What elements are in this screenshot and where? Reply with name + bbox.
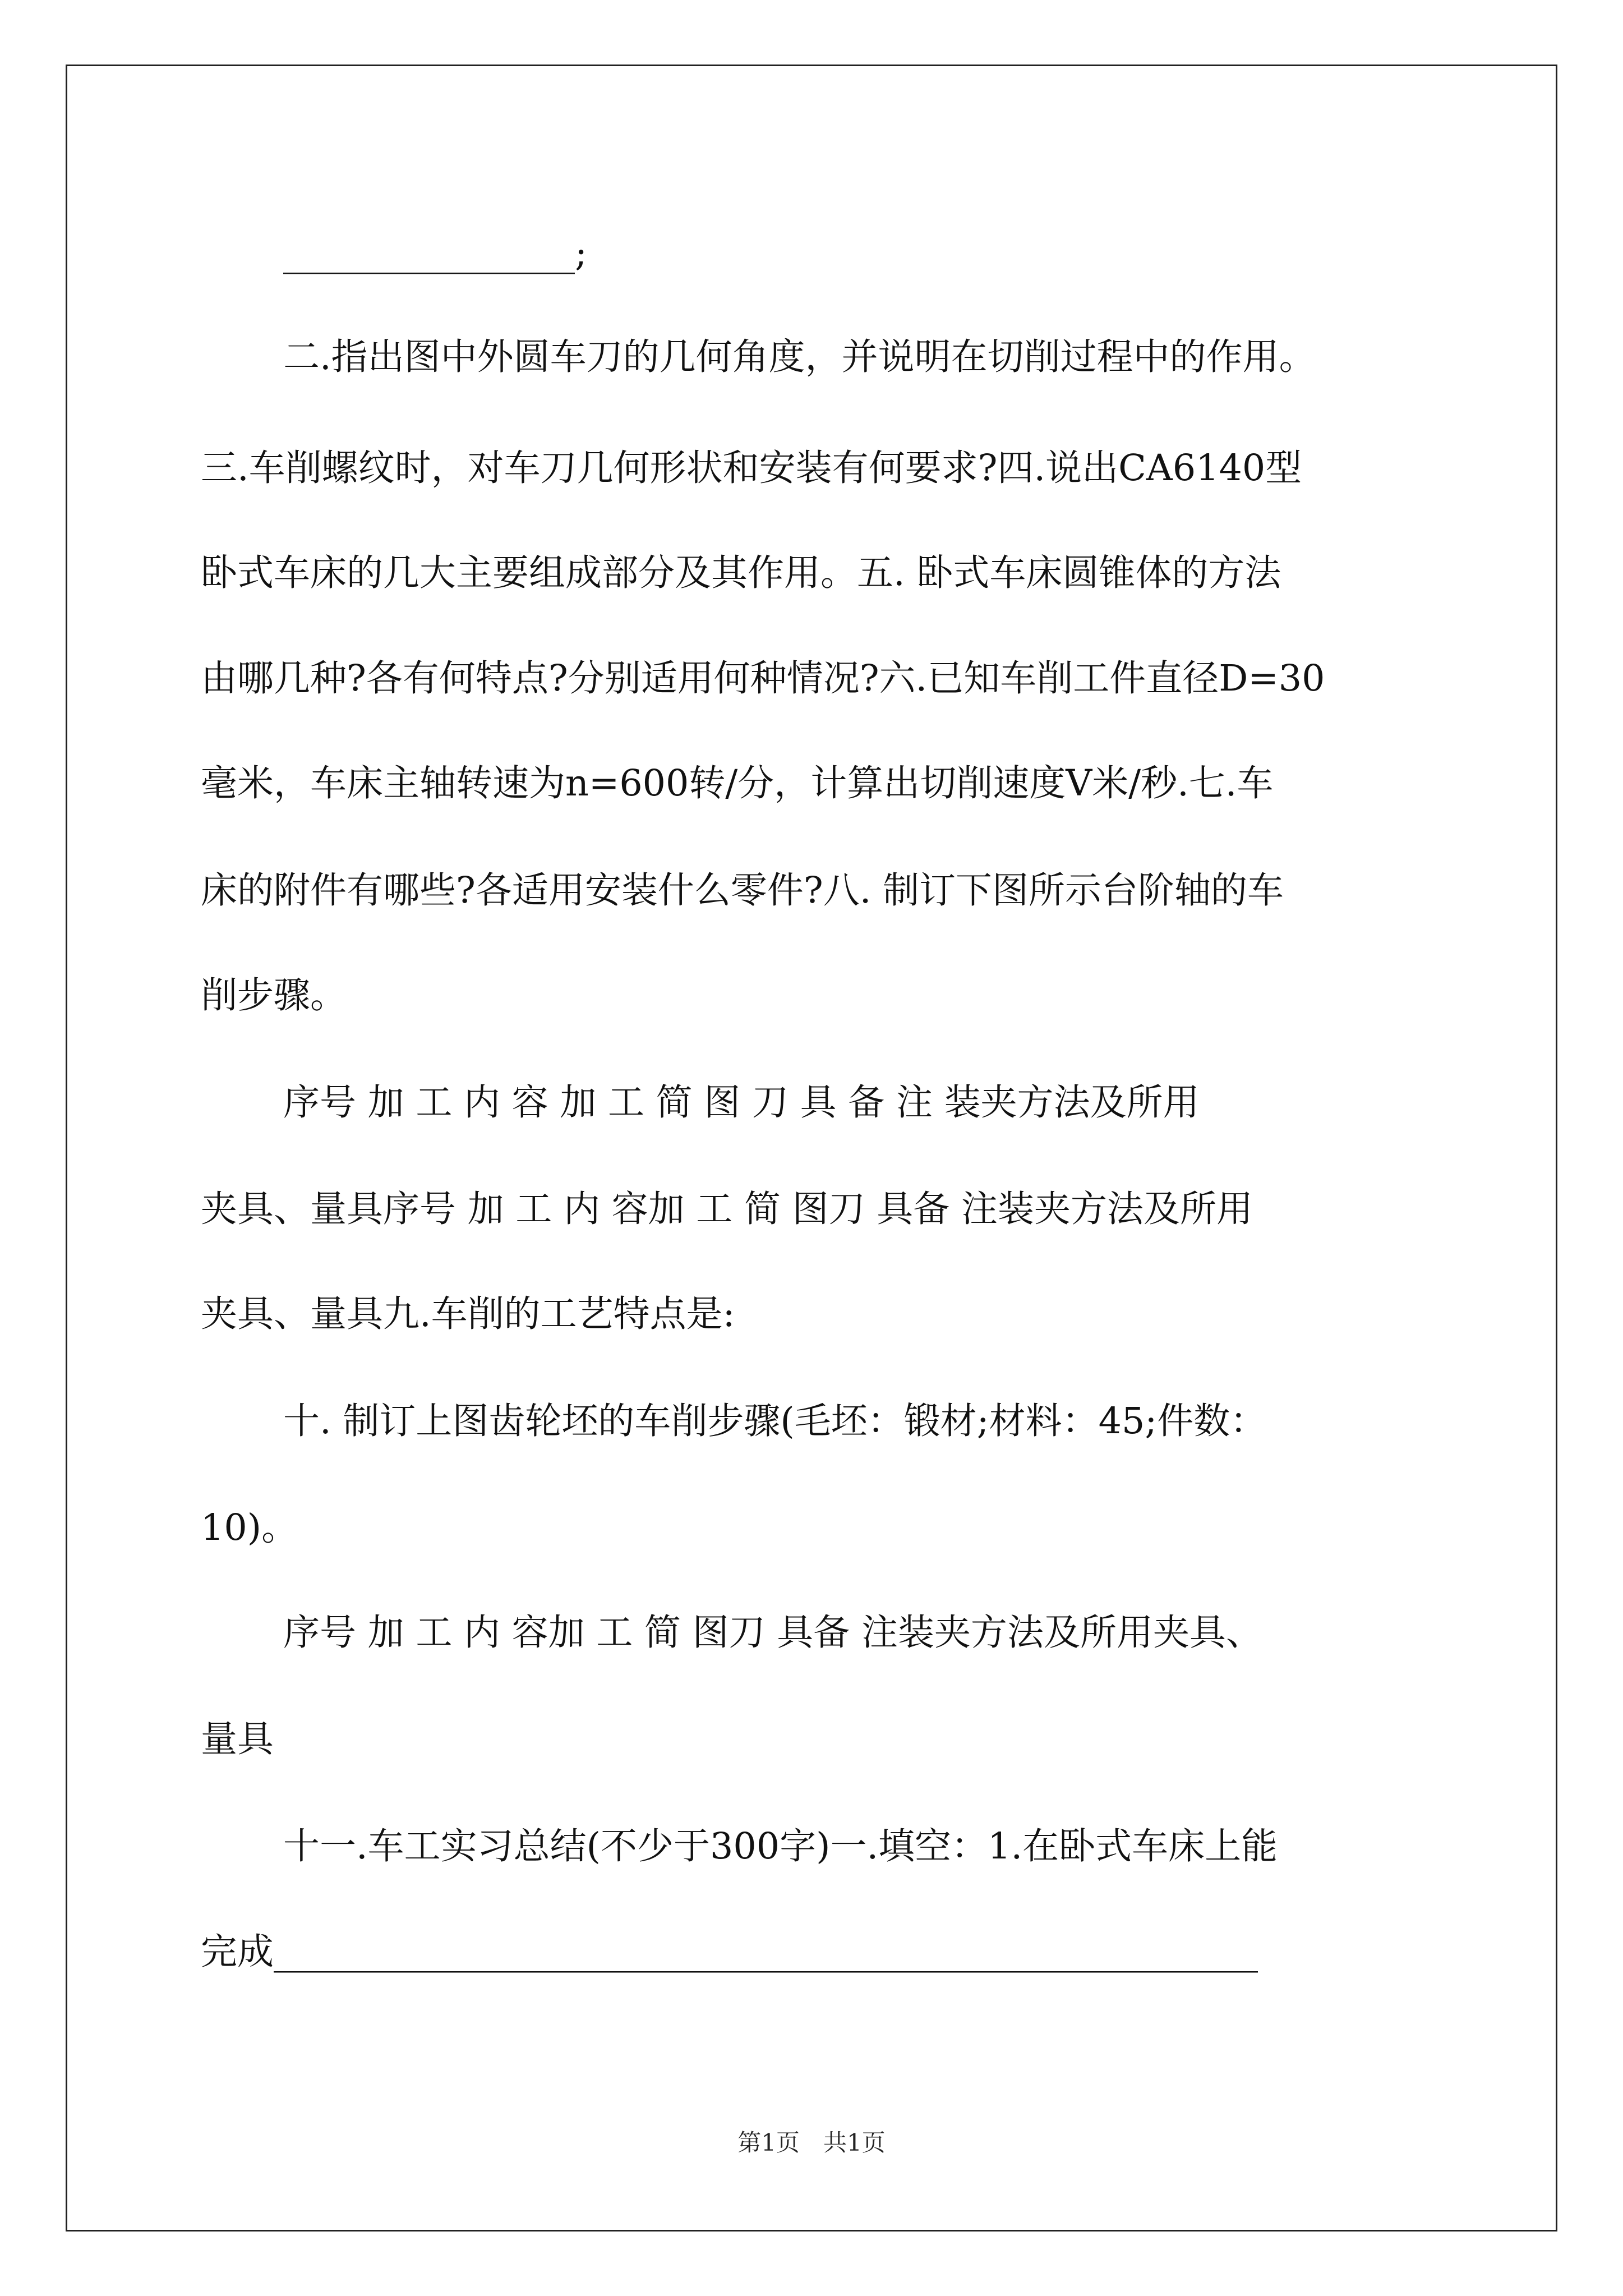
text-line: 由哪几种?各有何特点?分别适用何种情况?六.已知车削工件直径D=30: [201, 657, 1325, 700]
page-frame: [66, 65, 1557, 2231]
text-line: 夹具、量具序号 加 工 内 容加 工 简 图刀 具备 注装夹方法及所用: [201, 1188, 1253, 1230]
text-line: 十一.车工实习总结(不少于300字)一.填空：1.在卧式车床上能: [283, 1825, 1278, 1867]
text-line: 床的附件有哪些?各适用安装什么零件?八. 制订下图所示台阶轴的车: [201, 869, 1284, 912]
text-line: ________________;: [283, 232, 587, 274]
text-line: 夹具、量具九.车削的工艺特点是:: [201, 1293, 735, 1335]
text-line: 完成______________________________________________________: [201, 1931, 1258, 1973]
page-number-footer: 第1页 共1页: [737, 2129, 886, 2156]
text-line: 卧式车床的几大主要组成部分及其作用。五. 卧式车床圆锥体的方法: [201, 552, 1281, 594]
text-line: 10)。: [201, 1507, 298, 1549]
text-line: 毫米，车床主轴转速为n=600转/分，计算出切削速度V米/秒.七.车: [201, 762, 1274, 804]
text-line: 序号 加 工 内 容加 工 简 图刀 具备 注装夹方法及所用夹具、: [283, 1612, 1262, 1654]
text-line: 量具: [201, 1718, 274, 1760]
text-line: 三.车削螺纹时，对车刀几何形状和安装有何要求?四.说出CA6140型: [201, 447, 1302, 489]
text-line: 序号 加 工 内 容 加 工 简 图 刀 具 备 注 装夹方法及所用: [283, 1082, 1200, 1124]
text-line: 二.指出图中外圆车刀的几何角度，并说明在切削过程中的作用。: [283, 336, 1316, 378]
text-line: 削步骤。: [201, 974, 347, 1016]
text-line: 十. 制订上图齿轮坯的车削步骤(毛坯：锻材;材料：45;件数：: [283, 1400, 1267, 1442]
